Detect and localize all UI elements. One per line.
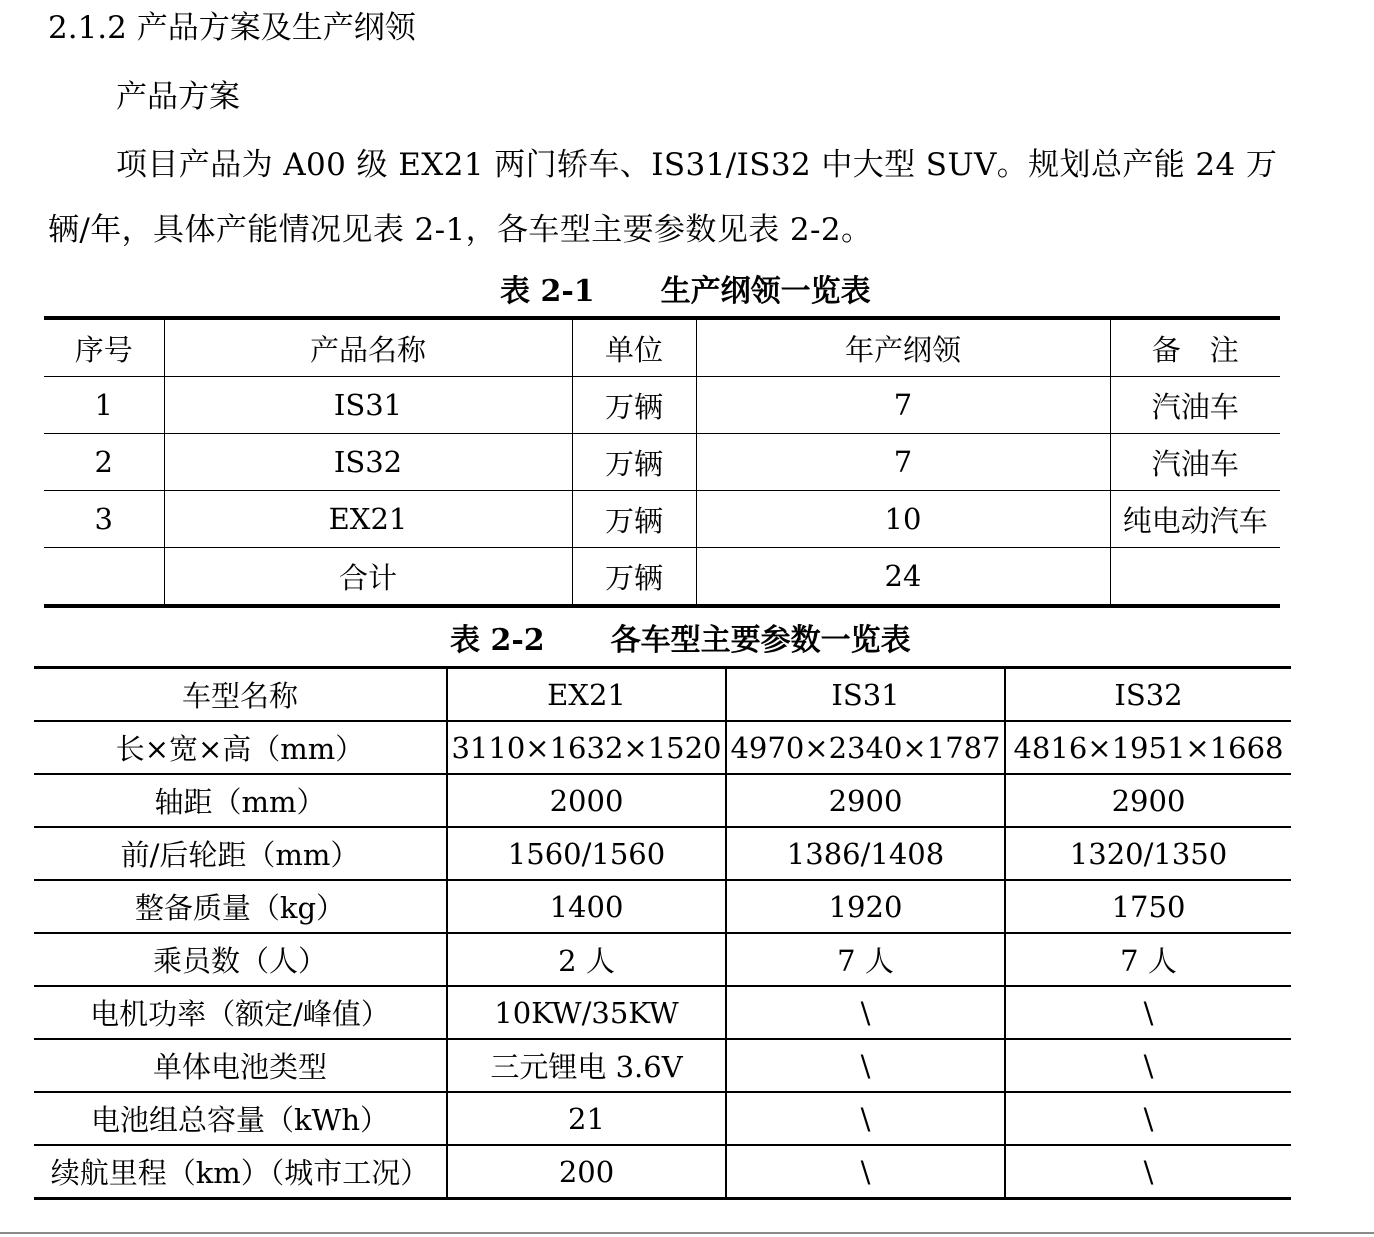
table-cell: 7 人 — [726, 933, 1005, 986]
table-cell: 2900 — [726, 774, 1005, 827]
table-row — [44, 434, 1280, 491]
table-row — [44, 491, 1280, 548]
table-cell: 电池组总容量（kWh） — [34, 1092, 447, 1145]
table-cell: 汽油车 — [1110, 377, 1280, 434]
table-cell: \ — [726, 1092, 1005, 1145]
table-cell: 1560/1560 — [447, 827, 726, 880]
table1-header-cell: 序号 — [44, 318, 164, 377]
table1-caption — [500, 272, 871, 312]
table2-header-cell: IS32 — [1005, 668, 1291, 722]
table-cell: 长×宽×高（mm） — [34, 721, 447, 774]
table-cell: \ — [1005, 1039, 1291, 1092]
table-cell: IS32 — [164, 434, 572, 491]
table-cell: 24 — [696, 548, 1110, 607]
page-edge-line — [0, 1232, 1374, 1234]
table-cell: \ — [726, 1039, 1005, 1092]
table-cell: \ — [1005, 1145, 1291, 1199]
table-cell: \ — [1005, 1092, 1291, 1145]
table-cell: 2 人 — [447, 933, 726, 986]
table-cell: 3 — [44, 491, 164, 548]
table-cell: 合计 — [164, 548, 572, 607]
table-cell: 前/后轮距（mm） — [34, 827, 447, 880]
table2-header-cell: 车型名称 — [34, 668, 447, 722]
table1-caption-number: 表 2-1 — [500, 274, 595, 309]
table1-header-row — [44, 318, 1280, 377]
table-cell: 纯电动汽车 — [1110, 491, 1280, 548]
table-cell: 2900 — [1005, 774, 1291, 827]
table-cell: 万辆 — [572, 491, 696, 548]
table2-header-cell: EX21 — [447, 668, 726, 722]
table2-header-cell: IS31 — [726, 668, 1005, 722]
table-row — [34, 721, 1291, 774]
table-cell: 万辆 — [572, 377, 696, 434]
table-cell: 轴距（mm） — [34, 774, 447, 827]
table-cell: 21 — [447, 1092, 726, 1145]
table2-caption-title: 各车型主要参数一览表 — [610, 623, 911, 658]
table-cell: 1920 — [726, 880, 1005, 933]
table2-header-row — [34, 668, 1291, 722]
table-cell: 7 — [696, 377, 1110, 434]
table-cell: 2000 — [447, 774, 726, 827]
table-cell: \ — [1005, 986, 1291, 1039]
table-cell: 200 — [447, 1145, 726, 1199]
table1-header-cell: 备 注 — [1110, 318, 1280, 377]
table2-caption-number: 表 2-2 — [450, 623, 545, 658]
table-total-row — [44, 548, 1280, 607]
table-cell: 续航里程（km）（城市工况） — [34, 1145, 447, 1199]
table-cell: 汽油车 — [1110, 434, 1280, 491]
production-table — [44, 316, 1280, 608]
table-cell: 10 — [696, 491, 1110, 548]
table-cell: 三元锂电 3.6V — [447, 1039, 726, 1092]
table-cell: 3110×1632×1520 — [447, 721, 726, 774]
table-cell: 万辆 — [572, 434, 696, 491]
table-cell: IS31 — [164, 377, 572, 434]
table-row — [34, 1145, 1291, 1199]
table-row — [34, 774, 1291, 827]
paragraph-line-1: 项目产品为 A00 级 EX21 两门轿车、IS31/IS32 中大型 SUV。规划总产能 24 万 — [116, 147, 1278, 183]
table-cell: 10KW/35KW — [447, 986, 726, 1039]
table-cell: 4816×1951×1668 — [1005, 721, 1291, 774]
table2-caption — [450, 621, 911, 661]
table-row — [44, 377, 1280, 434]
table-cell: \ — [726, 986, 1005, 1039]
paragraph-line-2: 辆/年，具体产能情况见表 2-1，各车型主要参数见表 2-2。 — [48, 212, 873, 248]
table-row — [34, 986, 1291, 1039]
table-cell: 2 — [44, 434, 164, 491]
table1-header-cell: 单位 — [572, 318, 696, 377]
table-cell: 乘员数（人） — [34, 933, 447, 986]
table-row — [34, 933, 1291, 986]
table1-header-cell: 年产纲领 — [696, 318, 1110, 377]
vehicle-parameters-table — [34, 666, 1291, 1200]
table1-header-cell: 产品名称 — [164, 318, 572, 377]
table-cell — [44, 548, 164, 607]
table-row — [34, 1039, 1291, 1092]
table-cell: 万辆 — [572, 548, 696, 607]
table-cell: 7 人 — [1005, 933, 1291, 986]
section-heading: 2.1.2 产品方案及生产纲领 — [48, 10, 416, 46]
table-cell: 电机功率（额定/峰值） — [34, 986, 447, 1039]
table-cell: 7 — [696, 434, 1110, 491]
table-cell: EX21 — [164, 491, 572, 548]
table-cell: 单体电池类型 — [34, 1039, 447, 1092]
table-cell: \ — [726, 1145, 1005, 1199]
table-cell: 1400 — [447, 880, 726, 933]
table-cell: 4970×2340×1787 — [726, 721, 1005, 774]
table-row — [34, 827, 1291, 880]
table-cell: 1750 — [1005, 880, 1291, 933]
table-cell: 整备质量（kg） — [34, 880, 447, 933]
table-cell: 1 — [44, 377, 164, 434]
table1-caption-title: 生产纲领一览表 — [660, 274, 871, 309]
table-row — [34, 1092, 1291, 1145]
table-cell: 1320/1350 — [1005, 827, 1291, 880]
section-subheading: 产品方案 — [116, 79, 240, 115]
table-cell — [1110, 548, 1280, 607]
table-cell: 1386/1408 — [726, 827, 1005, 880]
table-row — [34, 880, 1291, 933]
